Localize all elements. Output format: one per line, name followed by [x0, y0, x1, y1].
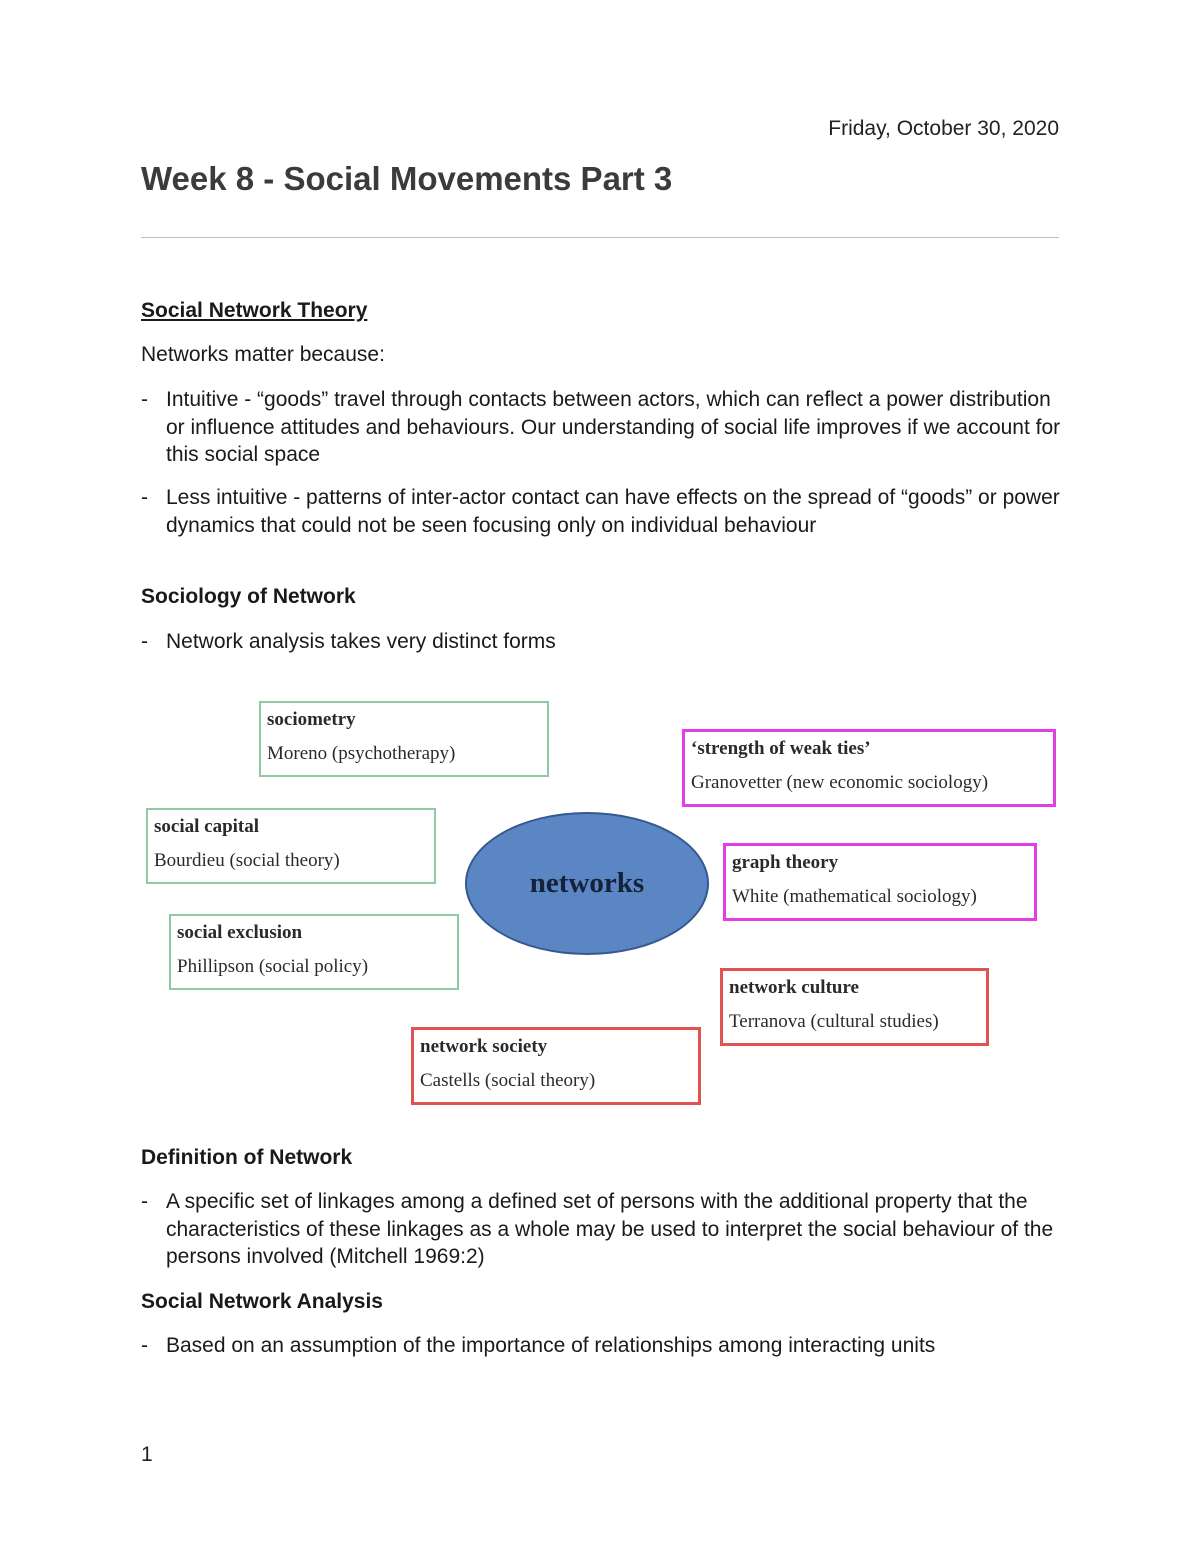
box-title: ‘strength of weak ties’ [691, 738, 871, 759]
heading-social-network-analysis: Social Network Analysis [141, 1290, 383, 1313]
bullet-text: Network analysis takes very distinct forms [166, 630, 556, 653]
diagram-box-strength-of-weak-ties [682, 729, 1056, 807]
heading-sociology-of-network: Sociology of Network [141, 585, 356, 608]
box-subtitle: Granovetter (new economic sociology) [691, 772, 989, 793]
diagram-box-network-society [411, 1027, 701, 1105]
diagram-center-label: networks [529, 867, 645, 899]
box-subtitle: Terranova (cultural studies) [729, 1011, 939, 1032]
box-title: social exclusion [177, 922, 303, 943]
bullet-text: Intuitive - “goods” travel through contacts between actors, which can reflect a power distribution or influence attitudes and behaviours. Our understanding of social life improves if we account for this social space [166, 388, 1061, 466]
page-title: Week 8 - Social Movements Part 3 [141, 160, 673, 197]
bullet-network-analysis [141, 628, 1061, 656]
heading-social-network-theory: Social Network Theory [141, 299, 368, 322]
box-title: graph theory [732, 852, 839, 873]
heading-definition-of-network: Definition of Network [141, 1146, 353, 1169]
diagram-box-sociometry [259, 701, 549, 777]
bullet-dash: - [141, 388, 148, 411]
box-title: sociometry [267, 709, 356, 730]
bullet-intuitive [141, 386, 1061, 469]
box-subtitle: Phillipson (social policy) [177, 956, 369, 977]
bullet-text: Less intuitive - patterns of inter-actor contact can have effects on the spread of “goods” or power dynamics that could not be seen focusing only on individual behaviour [166, 486, 1060, 537]
box-title: social capital [154, 816, 260, 837]
diagram-box-network-culture [720, 968, 989, 1046]
title-divider [141, 237, 1059, 238]
diagram-box-social-capital [146, 808, 436, 884]
networks-matter-intro: Networks matter because: [141, 343, 385, 366]
bullet-dash: - [141, 1190, 148, 1213]
bullet-relationships [141, 1332, 1061, 1360]
box-title: network culture [729, 977, 859, 998]
box-title: network society [420, 1036, 548, 1057]
box-subtitle: Castells (social theory) [420, 1070, 596, 1091]
box-subtitle: Bourdieu (social theory) [154, 850, 340, 871]
bullet-less-intuitive [141, 484, 1061, 539]
bullet-dash: - [141, 630, 148, 653]
bullet-text: Based on an assumption of the importance of relationships among interacting units [166, 1334, 936, 1357]
bullet-dash: - [141, 486, 148, 509]
box-subtitle: White (mathematical sociology) [732, 886, 977, 907]
bullet-definition [141, 1188, 1061, 1271]
diagram-center-ellipse [465, 812, 709, 955]
page-number: 1 [141, 1443, 153, 1466]
box-subtitle: Moreno (psychotherapy) [267, 743, 456, 764]
bullet-text: A specific set of linkages among a defined set of persons with the additional property that the characteristics of these linkages as a whole may be used to interpret the social behaviour of the persons involved (Mitchell 1969:2) [166, 1190, 1054, 1268]
diagram-box-graph-theory [723, 843, 1037, 921]
bullet-dash: - [141, 1334, 148, 1357]
diagram-box-social-exclusion [169, 914, 459, 990]
document-date: Friday, October 30, 2020 [828, 117, 1059, 140]
